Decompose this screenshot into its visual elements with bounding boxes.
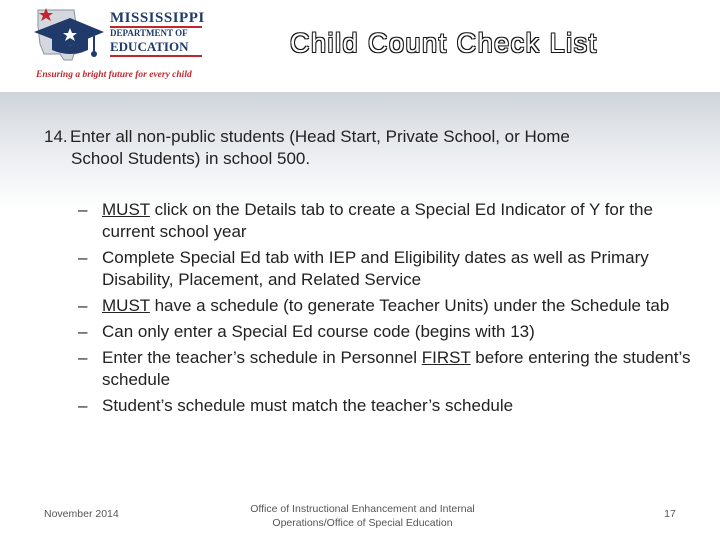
list-item (78, 295, 698, 317)
dash-bullet: – (78, 348, 88, 367)
dash-bullet: – (78, 322, 88, 341)
main-point (44, 126, 684, 170)
logo-line-2: DEPARTMENT OF (110, 28, 188, 38)
item-text: Can only enter a Special Ed course code (begins with 13) (102, 322, 535, 341)
mde-logo (30, 4, 210, 84)
logo-rule (110, 55, 202, 57)
slide-header (0, 0, 720, 92)
list-item (78, 247, 698, 291)
footer-office-line-2: Operations/Office of Special Education (272, 517, 453, 529)
item-text: click on the Details tab to create a Special Ed Indicator of Y for the current school year (102, 200, 653, 241)
footer-office-line-1: Office of Instructional Enhancement and Internal (250, 503, 475, 515)
state-map-icon (30, 4, 108, 68)
item-text: have a schedule (to generate Teacher Units) under the Schedule tab (149, 296, 670, 315)
point-text-line-1: Enter all non-public students (Head Start, Private School, or Home (70, 127, 570, 146)
logo-line-3: EDUCATION (110, 39, 189, 54)
dash-bullet: – (78, 200, 88, 219)
emphasis-text: FIRST (421, 348, 471, 367)
emphasis-text: MUST (102, 296, 150, 315)
footer-date: November 2014 (44, 508, 119, 520)
list-item (78, 395, 698, 417)
point-text-line-2: School Students) in school 500. (71, 149, 311, 168)
slide-title: Child Count Check List (290, 28, 598, 58)
list-item (78, 321, 698, 343)
point-number: 14. (44, 127, 68, 146)
page-number: 17 (664, 508, 676, 520)
list-item (78, 199, 698, 243)
dash-bullet: – (78, 396, 88, 415)
dash-bullet: – (78, 248, 88, 267)
emphasis-text: MUST (102, 200, 150, 219)
sub-point-list (78, 199, 698, 421)
item-text: Enter the teacher’s schedule in Personnel (102, 348, 422, 367)
item-text: Complete Special Ed tab with IEP and Eligibility dates as well as Primary Disability, Placement, and Related Service (102, 248, 649, 289)
logo-tagline: Ensuring a bright future for every child (36, 70, 192, 80)
dash-bullet: – (78, 296, 88, 315)
logo-line-1: MISSISSIPPI (110, 10, 205, 26)
footer-office (230, 502, 495, 530)
item-text: Student’s schedule must match the teacher’s schedule (102, 396, 514, 415)
item-text: before entering the student’s schedule (102, 348, 691, 389)
list-item (78, 347, 698, 391)
